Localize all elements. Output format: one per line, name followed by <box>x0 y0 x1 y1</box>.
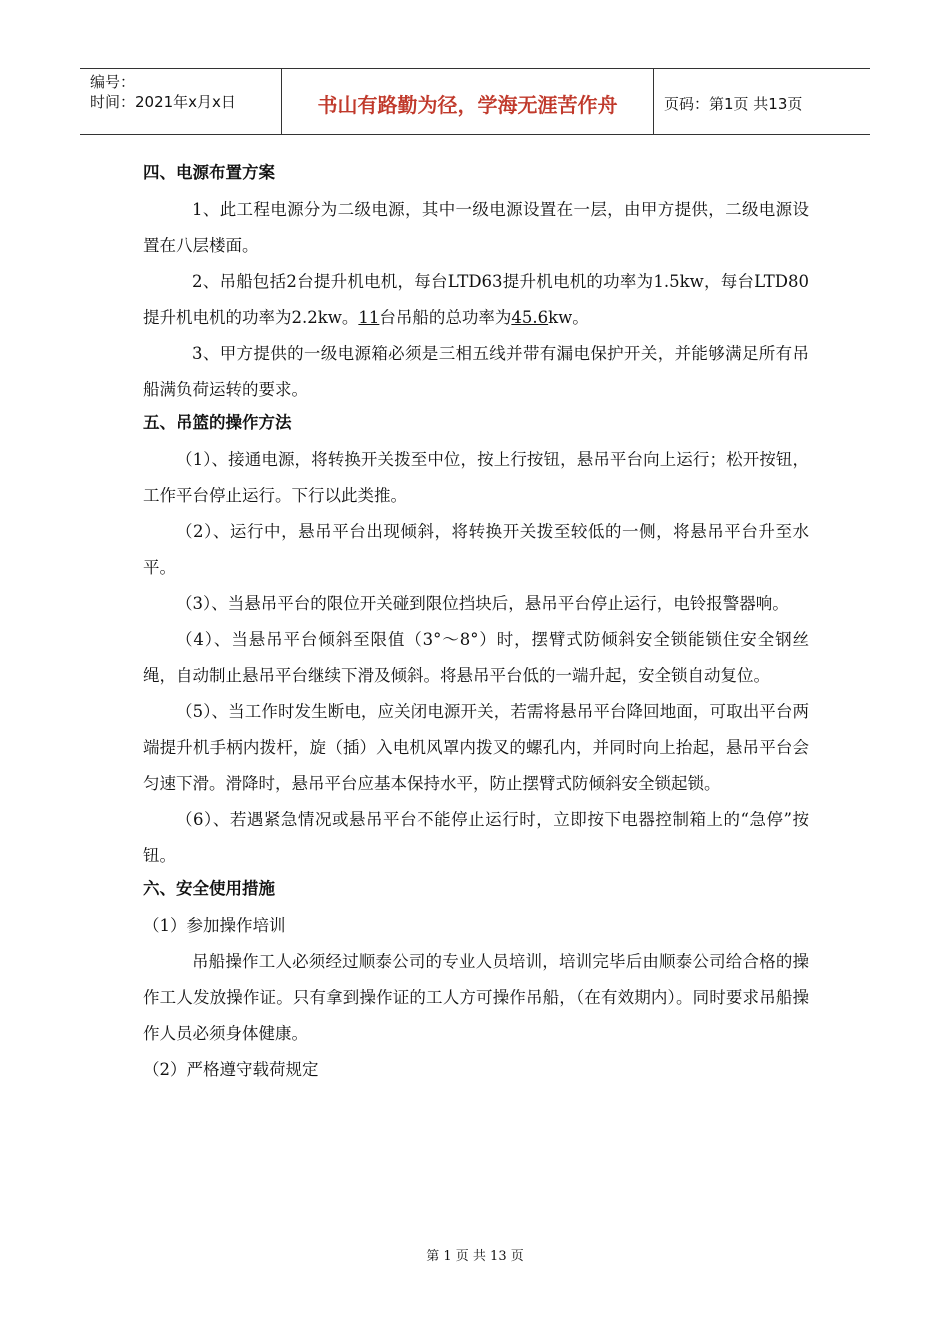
text-run: 2、吊船包括2台提升机电机，每台LTD63提升机电机的功率为1.5kw，每台LTD80提升机电机的功率为2.2kw。 <box>143 272 809 327</box>
list-item: （2）、运行中，悬吊平台出现倾斜，将转换开关拨至较低的一侧，将悬吊平台升至水平。 <box>143 522 809 577</box>
list-item: （3）、当悬吊平台的限位开关碰到限位挡块后，悬吊平台停止运行，电铃报警器响。 <box>176 594 789 613</box>
list-item: （5）、当工作时发生断电，应关闭电源开关，若需将悬吊平台降回地面，可取出平台两端提升机手柄内拨杆，旋（插）入电机风罩内拨叉的螺孔内，并同时向上抬起，悬吊平台会匀速下滑。滑降时，悬吊平台应基本保持水平，防止摆臂式防倾斜安全锁起锁。 <box>143 702 809 793</box>
page-footer: 第 1 页 共 13 页 <box>426 1249 524 1264</box>
subheading-training: （1）参加操作培训 <box>143 916 286 935</box>
section-heading-operation: 五、吊篮的操作方法 <box>143 413 292 432</box>
paragraph-power-rating <box>143 264 809 336</box>
section-heading-power: 四、电源布置方案 <box>143 163 275 182</box>
header-page-number: 页码：第1页 共13页 <box>664 95 803 113</box>
document-body <box>143 158 809 1092</box>
header-meta <box>80 69 282 134</box>
document-date-label: 时间：2021年x月x日 <box>90 93 236 111</box>
subheading-load: （2）严格遵守载荷规定 <box>143 1060 319 1079</box>
paragraph: 3、甲方提供的一级电源箱必须是三相五线并带有漏电保护开关，并能够满足所有吊船满负荷运转的要求。 <box>143 344 809 399</box>
list-item: （6）、若遇紧急情况或悬吊平台不能停止运行时，立即按下电器控制箱上的“急停”按钮。 <box>143 810 809 865</box>
paragraph: 1、此工程电源分为二级电源，其中一级电源设置在一层，由甲方提供，二级电源设置在八层楼面。 <box>143 200 809 255</box>
paragraph: 吊船操作工人必须经过顺泰公司的专业人员培训，培训完毕后由顺泰公司给合格的操作工人发放操作证。只有拿到操作证的工人方可操作吊船，（在有效期内）。同时要求吊船操作人员必须身体健康。 <box>143 952 809 1043</box>
section-heading-safety: 六、安全使用措施 <box>143 879 275 898</box>
header-motto: 书山有路勤为径，学海无涯苦作舟 <box>282 69 654 134</box>
list-item: （1）、接通电源，将转换开关拨至中位，按上行按钮，悬吊平台向上运行；松开按钮，工作平台停止运行。下行以此类推。 <box>143 450 809 505</box>
underlined-count: 11 <box>358 308 380 327</box>
page-header <box>80 68 870 135</box>
text-run: kw。 <box>548 308 589 327</box>
document-number-label: 编号： <box>90 73 136 91</box>
list-item: （4）、当悬吊平台倾斜至限值（3°～8°）时，摆臂式防倾斜安全锁能锁住安全钢丝绳，自动制止悬吊平台继续下滑及倾斜。将悬吊平台低的一端升起，安全锁自动复位。 <box>143 630 809 685</box>
text-run: 台吊船的总功率为 <box>379 308 512 327</box>
underlined-total-power: 45.6 <box>511 308 549 327</box>
